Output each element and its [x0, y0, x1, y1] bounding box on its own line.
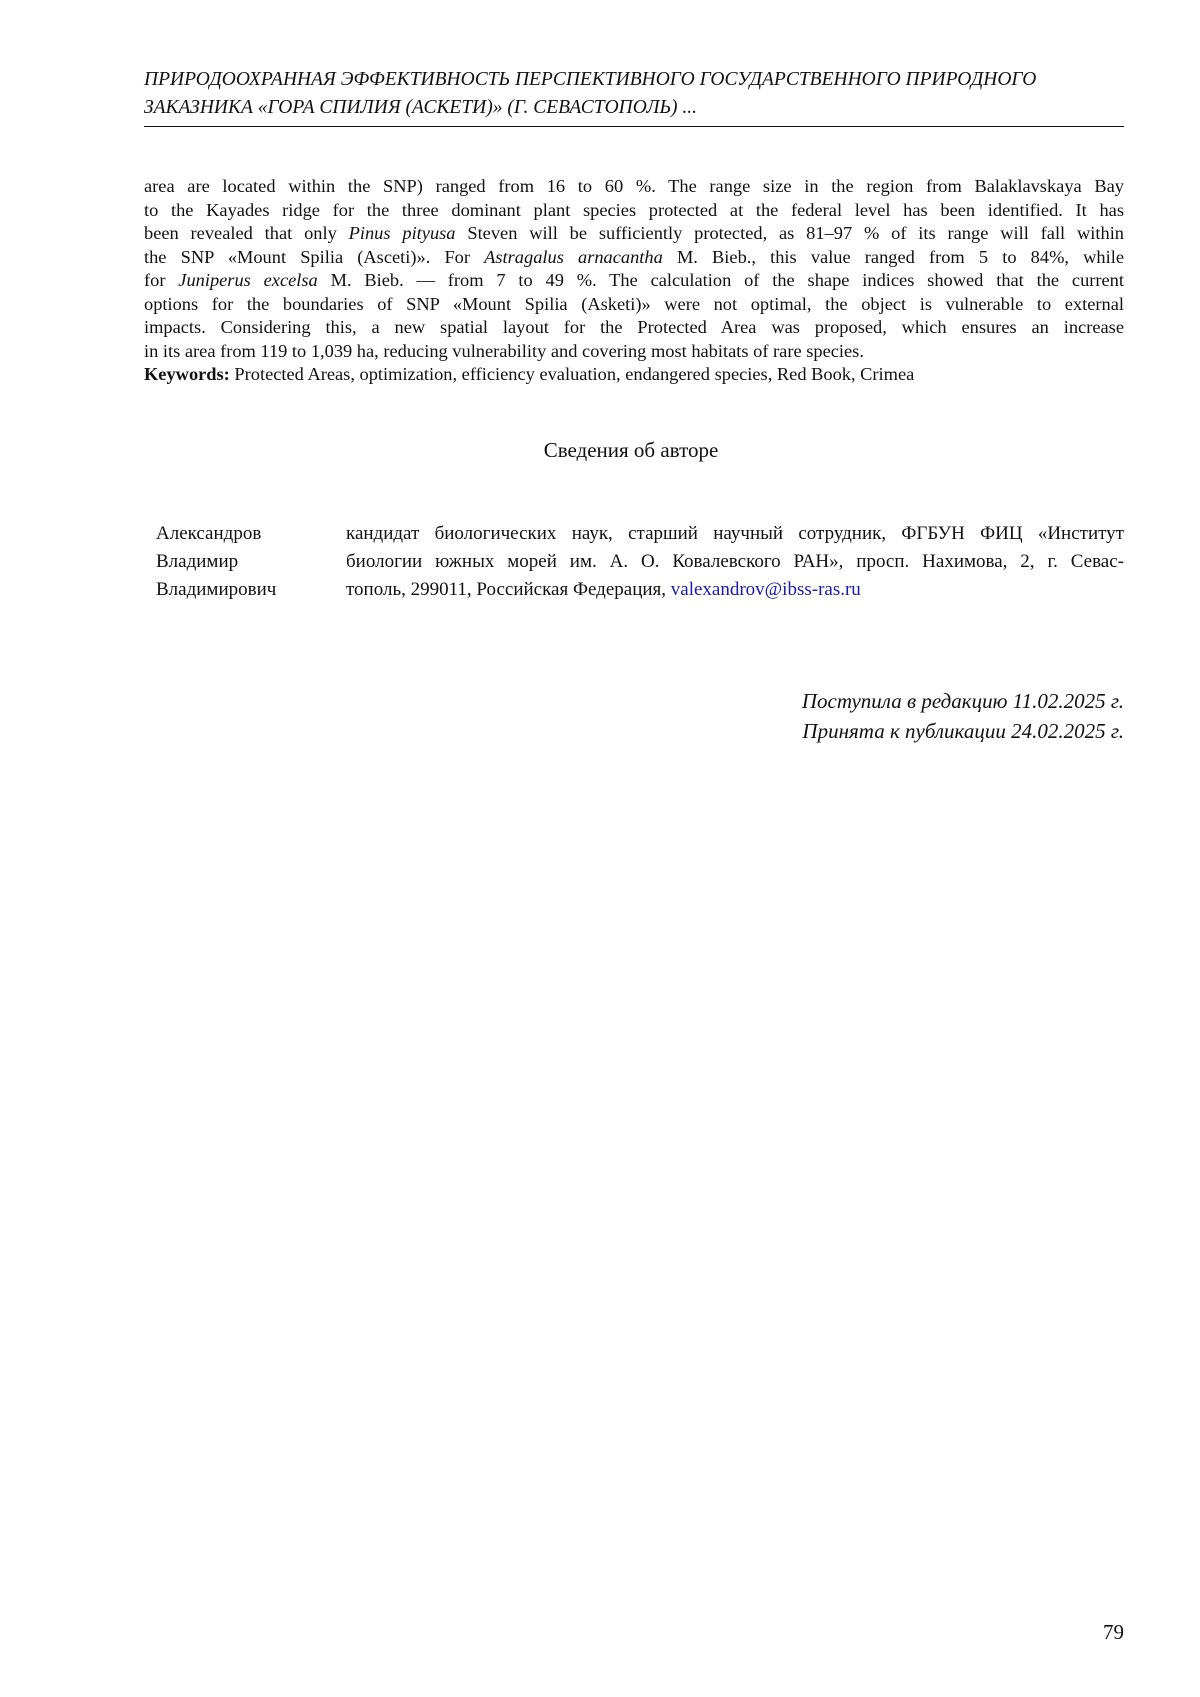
running-head	[144, 66, 1124, 127]
species-name: Astragalus arnacantha	[484, 246, 663, 267]
author-address: тополь, 299011, Российская Федерация,	[346, 579, 671, 600]
abstract-line	[144, 222, 1124, 246]
keywords	[144, 363, 1124, 387]
species-name: Pinus pityusa	[348, 223, 456, 243]
running-head-line-2: ЗАКАЗНИКА «ГОРА СПИЛИЯ (АСКЕТИ)» (Г. СЕВАСТОПОЛЬ) ...	[144, 97, 698, 118]
author-section-title: Сведения об авторе	[543, 438, 719, 462]
abstract-text	[144, 175, 1124, 387]
author-info-line: кандидат биологических наук, старший научный сотрудник, ФГБУН ФИЦ «Институт	[346, 523, 1124, 544]
author-info-line	[346, 576, 1124, 604]
text-run: for	[144, 270, 179, 290]
abstract-line: area are located within the SNP) ranged from 16 to 60 %. The range size in the region from Balaklavskaya Bay	[144, 176, 1124, 196]
text-run: Steven will be sufficiently protected, as 81–97 % of its range will fall within	[455, 223, 1125, 243]
text-run: M. Bieb., this value ranged from 5 to 84%, while	[662, 246, 1124, 267]
author-info	[346, 520, 1124, 604]
abstract-line	[144, 269, 1124, 293]
keywords-text: Protected Areas, optimization, efficiency evaluation, endangered species, Red Book, Crimea	[229, 364, 915, 384]
abstract-line: in its area from 119 to 1,039 ha, reducing vulnerability and covering most habitats of rare species.	[144, 340, 864, 361]
author-patronymic: Владимирович	[156, 579, 277, 600]
abstract-line: options for the boundaries of SNP «Mount Spilia (Asketi)» were not optimal, the object is vulnerable to external	[144, 293, 1124, 314]
keywords-label: Keywords:	[144, 364, 230, 384]
author-first-name: Владимир	[156, 551, 239, 572]
abstract-line	[144, 246, 1124, 270]
accepted-date: Принята к публикации 24.02.2025 г.	[802, 719, 1124, 743]
publication-dates	[802, 686, 1124, 746]
page-number: 79	[1103, 1620, 1124, 1644]
author-surname: Александров	[156, 523, 262, 544]
abstract-line: impacts. Considering this, a new spatial layout for the Protected Area was proposed, which ensures an increase	[144, 317, 1124, 337]
author-email-link[interactable]: valexandrov@ibss-ras.ru	[670, 579, 861, 600]
text-run: M. Bieb. — from 7 to 49 %. The calculation of the shape indices showed that the current	[317, 270, 1124, 290]
text-run: the SNP «Mount Spilia (Asceti)». For	[144, 246, 485, 267]
text-run: been revealed that only	[144, 223, 349, 243]
received-date: Поступила в редакцию 11.02.2025 г.	[801, 689, 1124, 713]
abstract-line: to the Kayades ridge for the three dominant plant species protected at the federal level has been identified. It has	[144, 199, 1124, 220]
species-name: Juniperus excelsa	[178, 270, 318, 290]
author-name	[156, 520, 336, 604]
running-head-line-1: ПРИРОДООХРАННАЯ ЭФФЕКТИВНОСТЬ ПЕРСПЕКТИВНОГО ГОСУДАРСТВЕННОГО ПРИРОДНОГО	[144, 69, 1037, 90]
author-info-line: биологии южных морей им. А. О. Ковалевского РАН», просп. Нахимова, 2, г. Севас-	[346, 551, 1124, 572]
